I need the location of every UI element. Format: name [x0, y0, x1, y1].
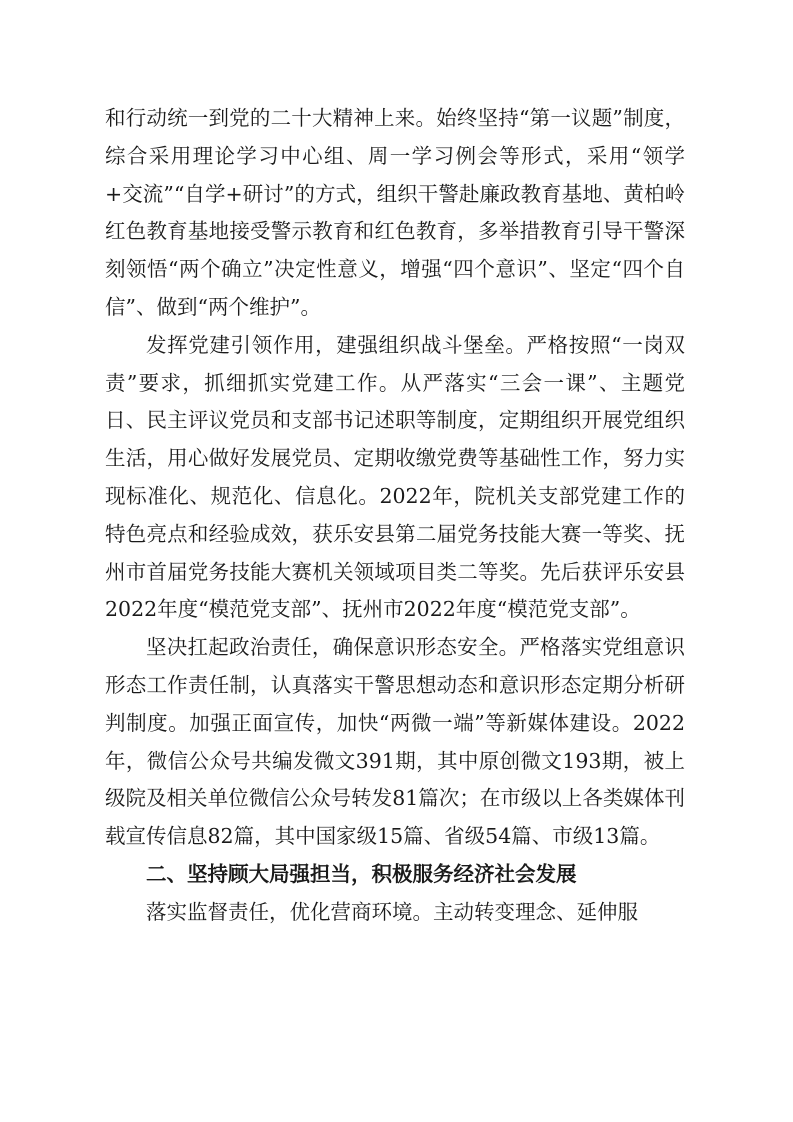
paragraph-ideology: 坚决扛起政治责任，确保意识形态安全。严格落实党组意识形态工作责任制，认真落实干警思想动态和意识形态定期分析研判制度。加强正面宣传，加快“两微一端”等新媒体建设。2022年，微信公众号共编发微文391期，其中原创微文193期，被上级院及相关单位微信公众号转发81篇次；在市级以上各类媒体刊载宣传信息82篇，其中国家级15篇、省级54篇、市级13篇。: [105, 635, 685, 849]
paragraph-continued: 和行动统一到党的二十大精神上来。始终坚持“第一议题”制度，综合采用理论学习中心组、周一学习例会等形式，采用“领学+交流”“自学+研讨”的方式，组织干警赴廉政教育基地、黄柏岭红色教育基地接受警示教育和红色教育，多举措教育引导干警深刻领悟“两个确立”决定性意义，增强“四个意识”、坚定“四个自信”、做到“两个维护”。: [105, 106, 685, 319]
section-heading: 二、坚持顾大局强担当，积极服务经济社会发展: [146, 861, 577, 886]
document-page: [105, 100, 685, 932]
paragraph-supervision: 落实监督责任，优化营商环境。主动转变理念、延伸服: [146, 899, 638, 924]
paragraph-party-building: 发挥党建引领作用，建强组织战斗堡垒。严格按照“一岗双责”要求，抓细抓实党建工作。从严落实“三会一课”、主题党日、民主评议党员和支部书记述职等制度，定期组织开展党组织生活，用心做好发展党员、定期收缴党费等基础性工作，努力实现标准化、规范化、信息化。2022年，院机关支部党建工作的特色亮点和经验成效，获乐安县第二届党务技能大赛一等奖、抚州市首届党务技能大赛机关领域项目类二等奖。先后获评乐安县2022年度“模范党支部”、抚州市2022年度“模范党支部”。: [105, 332, 685, 622]
